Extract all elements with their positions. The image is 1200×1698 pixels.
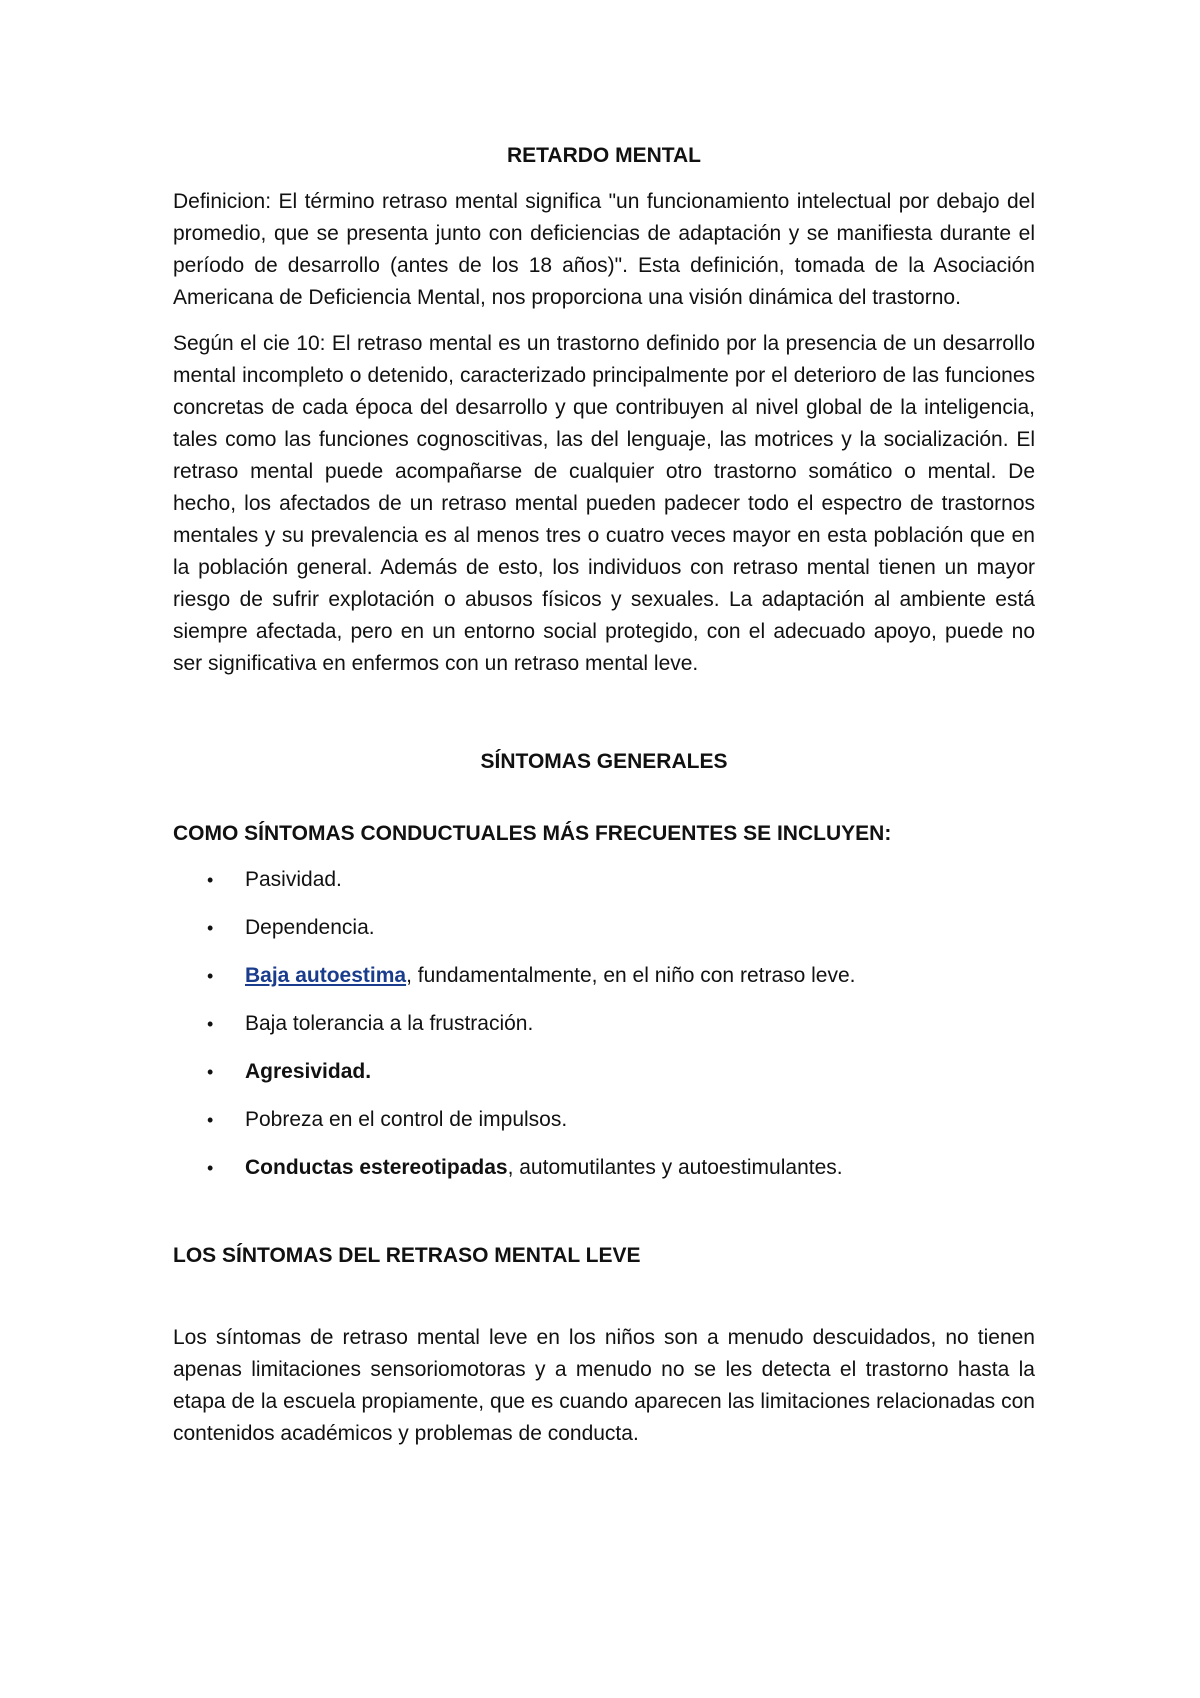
bullet-icon: • <box>207 1110 214 1130</box>
symptom-text-bold: Agresividad. <box>245 1060 372 1083</box>
symptom-text: , fundamentalmente, en el niño con retraso leve. <box>406 964 856 987</box>
behavioral-symptoms-heading: COMO SÍNTOMAS CONDUCTUALES MÁS FRECUENTES SE INCLUYEN: <box>173 822 892 845</box>
bullet-icon: • <box>207 870 214 890</box>
document-page <box>173 140 1035 1464</box>
cie-paragraph: Según el cie 10: El retraso mental es un trastorno definido por la presencia de un desarrollo mental incompleto o detenido, caracterizado principalmente por el deterioro de las funciones concretas de cada época del desarrollo y que contribuyen al nivel global de la inteligencia, tales como las funciones cognoscitivas, las del lenguaje, las motrices y la socialización. El retraso mental puede acompañarse de cualquier otro trastorno somático o mental. De hecho, los afectados de un retraso mental pueden padecer todo el espectro de trastornos mentales y su prevalencia es al menos tres o cuatro veces mayor en esta población que en la población general. Además de esto, los individuos con retraso mental tienen un mayor riesgo de sufrir explotación o abusos físicos y sexuales. La adaptación al ambiente está siempre afectada, pero en un entorno social protegido, con el adecuado apoyo, puede no ser significativa en enfermos con un retraso mental leve. <box>173 332 1035 675</box>
bullet-icon: • <box>207 966 214 986</box>
definition-paragraph: Definicion: El término retraso mental significa "un funcionamiento intelectual por debajo del promedio, que se presenta junto con deficiencias de adaptación y se manifiesta durante el período de desarrollo (antes de los 18 años)". Esta definición, tomada de la Asociación Americana de Deficiencia Mental, nos proporciona una visión dinámica del trastorno. <box>173 190 1035 309</box>
list-item <box>173 960 1035 992</box>
mild-symptoms-paragraph: Los síntomas de retraso mental leve en los niños son a menudo descuidados, no tienen apenas limitaciones sensoriomotoras y a menudo no se les detecta el trastorno hasta la etapa de la escuela propiamente, que es cuando aparecen las limitaciones relacionadas con contenidos académicos y problemas de conducta. <box>173 1326 1035 1445</box>
list-item <box>173 1008 1035 1040</box>
bullet-icon: • <box>207 1062 214 1082</box>
symptom-text: Dependencia. <box>245 916 375 939</box>
symptom-text: Pobreza en el control de impulsos. <box>245 1108 568 1131</box>
baja-autoestima-link[interactable]: Baja autoestima <box>245 964 407 987</box>
bullet-icon: • <box>207 1014 214 1034</box>
bullet-icon: • <box>207 1158 214 1178</box>
symptom-text: Pasividad. <box>245 868 342 891</box>
bullet-icon: • <box>207 918 214 938</box>
symptom-text-bold: Conductas estereotipadas <box>245 1156 508 1179</box>
list-item <box>173 864 1035 896</box>
list-item <box>173 1104 1035 1136</box>
list-item <box>173 912 1035 944</box>
section-title-sintomas: SÍNTOMAS GENERALES <box>480 750 728 773</box>
mild-symptoms-heading: LOS SÍNTOMAS DEL RETRASO MENTAL LEVE <box>173 1244 641 1267</box>
list-item <box>173 1152 1035 1184</box>
symptom-text: Baja tolerancia a la frustración. <box>245 1012 534 1035</box>
list-item <box>173 1056 1035 1088</box>
symptoms-list <box>173 864 1035 1184</box>
document-title: RETARDO MENTAL <box>506 144 702 167</box>
symptom-text: , automutilantes y autoestimulantes. <box>507 1156 843 1179</box>
